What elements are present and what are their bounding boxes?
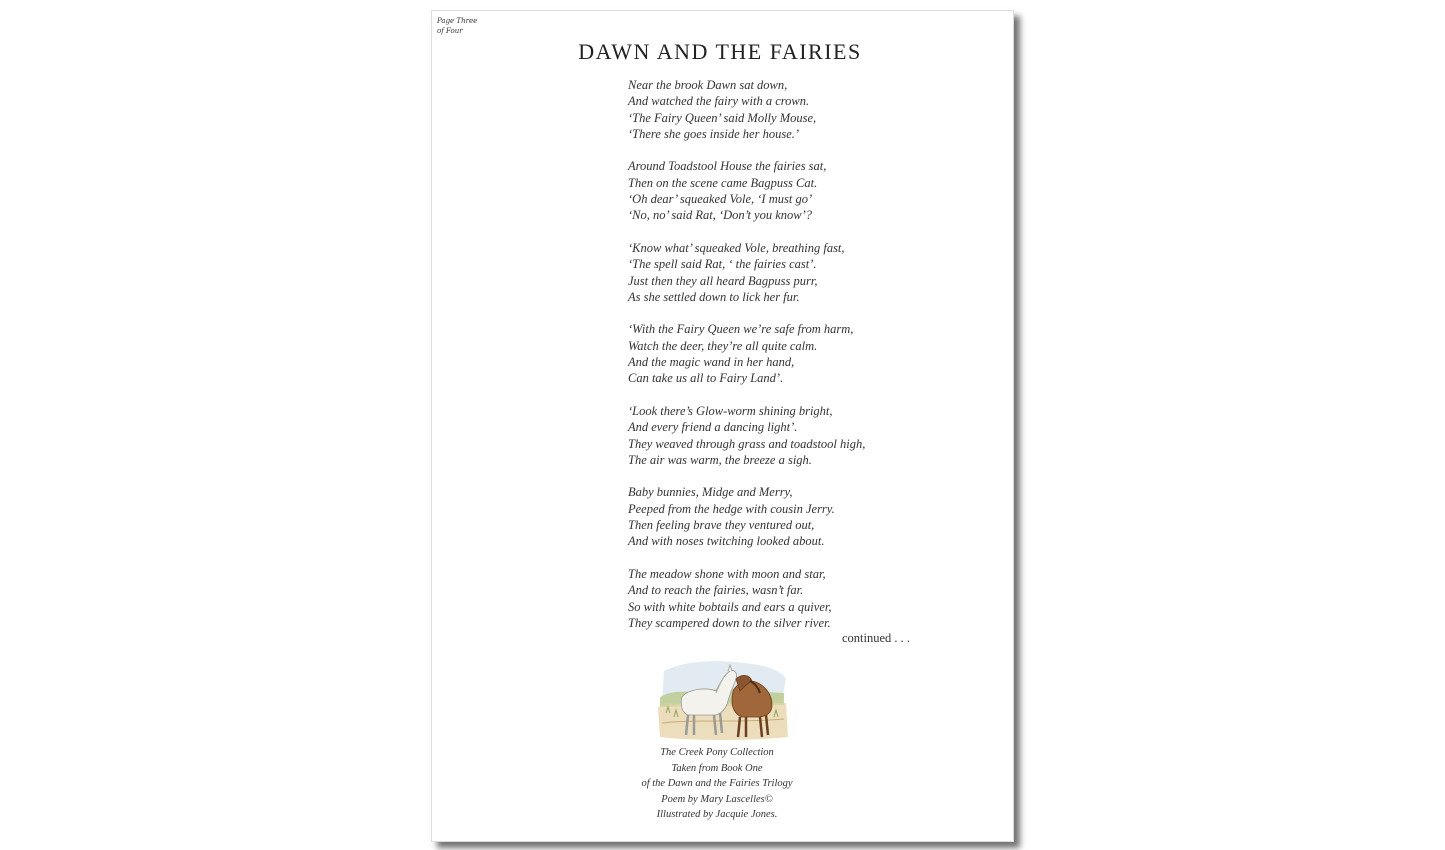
poem-line: ‘Oh dear’ squeaked Vole, ‘I must go’: [628, 192, 813, 207]
poem-line: Then on the scene came Bagpuss Cat.: [628, 175, 818, 190]
poem-line: Can take us all to Fairy Land’.: [628, 371, 784, 386]
poem-stanza: [628, 77, 928, 142]
poem-line: Peeped from the hedge with cousin Jerry.: [628, 501, 835, 516]
poem-stanza: [628, 240, 928, 305]
ponies-watercolour-icon: [654, 653, 790, 743]
poem-line: And every friend a dancing light’.: [628, 420, 798, 435]
poem-stanza: [628, 484, 928, 549]
poem-line: Watch the deer, they’re all quite calm.: [628, 338, 818, 353]
poem-line: Just then they all heard Bagpuss purr,: [628, 273, 818, 288]
poem-stanza: [628, 403, 928, 468]
poem-line: ‘The Fairy Queen’ said Molly Mouse,: [628, 110, 817, 125]
poem-line: They weaved through grass and toadstool high,: [628, 436, 866, 451]
credits-block: [572, 745, 862, 823]
poem-line: And the magic wand in her hand,: [628, 355, 795, 370]
poem-stanza: [628, 158, 928, 223]
poem-line: ‘No, no’ said Rat, ‘Don’t you know’?: [628, 208, 813, 223]
poem-line: And with noses twitching looked about.: [628, 534, 825, 549]
credits-trilogy: of the Dawn and the Fairies Trilogy: [641, 778, 793, 789]
poem-line: Around Toadstool House the fairies sat,: [628, 159, 827, 174]
poem-line: So with white bobtails and ears a quiver,: [628, 599, 832, 614]
poem-line: And to reach the fairies, wasn’t far.: [628, 583, 804, 598]
credits-author: Poem by Mary Lascelles©: [661, 793, 773, 805]
poem-line: ‘The spell said Rat, ‘ the fairies cast’.: [628, 257, 817, 272]
poem-line: Then feeling brave they ventured out,: [628, 518, 815, 533]
credits-book: Taken from Book One: [671, 762, 763, 774]
poem-line: The meadow shone with moon and star,: [628, 566, 826, 581]
poem-line: They scampered down to the silver river.: [628, 615, 831, 630]
continued-note: continued . . .: [842, 631, 911, 645]
poem-line: ‘Know what’ squeaked Vole, breathing fast,: [628, 240, 845, 255]
document-page: [431, 10, 1014, 842]
poem-line: Near the brook Dawn sat down,: [628, 78, 788, 92]
poem-line: ‘With the Fairy Queen we’re safe from harm,: [628, 322, 854, 337]
poem-line: The air was warm, the breeze a sigh.: [628, 452, 812, 467]
poem-line: And watched the fairy with a crown.: [628, 94, 810, 109]
poem-stanza: [628, 321, 928, 386]
poem-line: Baby bunnies, Midge and Merry,: [628, 485, 793, 500]
poem-line: ‘Look there’s Glow-worm shining bright,: [628, 403, 833, 418]
credits-collection: The Creek Pony Collection: [660, 747, 774, 758]
poem-title: DAWN AND THE FAIRIES: [578, 39, 862, 64]
page-marker-line-1: Page Three: [437, 17, 478, 25]
poem-body: [628, 77, 928, 647]
page-marker-line-2: of Four: [437, 27, 463, 35]
ponies-illustration: [654, 653, 790, 743]
credits-illustrator: Illustrated by Jacquie Jones.: [656, 809, 778, 820]
page-number-marker: [437, 16, 477, 36]
poem-line: ‘There she goes inside her house.’: [628, 126, 800, 141]
poem-line: As she settled down to lick her fur.: [628, 289, 800, 304]
poem-stanza: [628, 566, 928, 631]
